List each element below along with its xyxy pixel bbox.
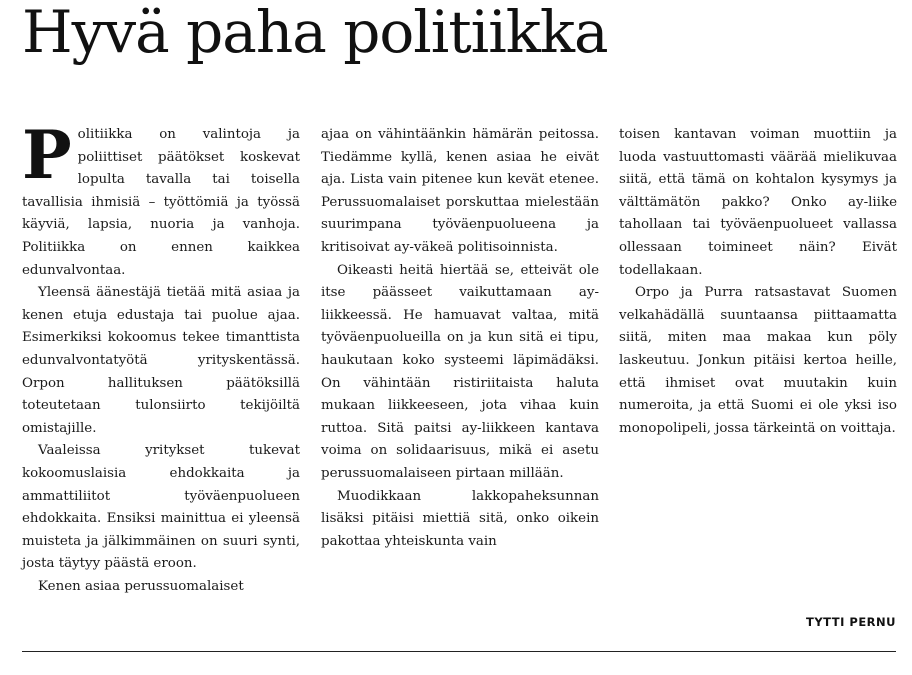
bottom-rule [22,651,896,652]
paragraph-text: olitiikka on valintoja ja poliittiset päätökset koskevat lopulta tavalla tai toisella tavallisia ihmisiä – työttömiä ja työssä käyviä, lapsia, nuoria ja vanhoja. Politiikka on ennen kaikkea edunvalvontaa. [22,127,300,278]
article-paragraph: Oikeasti heitä hiertää se, etteivät ole itse päässeet vaikuttamaan ay-liikkeessä. He hamuavat valtaa, mitä työväenpuolueilla on ja kun sitä ei tipu, haukutaan koko systeemi läpimädäksi. On vähintään ristiriitaista haluta mukaan liikkeeseen, jota vihaa kuin ruttoa. Sitä paitsi ay-liikkeen kantava voima on solidaarisuus, mikä ei asetu perussuomalaiseen pirtaan millään. [321,262,599,481]
article-column-1 [22,116,300,598]
article-paragraph: Yleensä äänestäjä tietää mitä asiaa ja kenen etuja edustaja tai puolue ajaa. Esimerkiksi kokoomus tekee timanttista edunvalvontatyötä yrityskentässä. Orpon hallituksen päätöksillä toteutetaan tulonsiirto tekijöiltä omistajille. [22,285,300,436]
article-paragraph: Muodikkaan lakkopaheksunnan lisäksi pitäisi miettiä sitä, onko oikein pakottaa yhteiskunta vain [321,488,599,549]
drop-cap: P [22,116,72,194]
article-paragraph: Kenen asiaa perussuomalaiset [38,578,244,594]
article-paragraph: Vaaleissa yritykset tukevat kokoomuslaisia ehdokkaita ja ammattiliitot työväenpuolueen ehdokkaita. Ensiksi mainittua ei yleensä muisteta ja jälkimmäinen on suuri synti, josta täytyy päästä eroon. [22,443,300,572]
article-paragraph: ajaa on vähintäänkin hämärän peitossa. Tiedämme kyllä, kenen asiaa he eivät aja. Lista vain pitenee kun kevät etenee. Perussuomalaiset porskuttaa mielestään suurimpana työväenpuolueena ja kritisoivat ay-väkeä politisoinnista. [321,127,599,255]
article-headline: Hyvä paha politiikka [22,0,608,66]
article-paragraph: Orpo ja Purra ratsastavat Suomen velkahädällä suuntaansa piittaamatta siitä, miten maa makaa kun pöly laskeutuu. Jonkun pitäisi kertoa heille, että ihmiset ovat muutakin kuin numeroita, ja että Suomi ei ole yksi iso monopolipeli, jossa tärkeintä on voittaja. [619,285,897,436]
article-paragraph [22,116,300,282]
article-paragraph: toisen kantavan voiman muottiin ja luoda vastuuttomasti väärää mielikuvaa siitä, että tämä on kohtalon kysymys ja välttämätön pakko? Onko ay-liike tahollaan tai työväenpuolueet vallassa ollessaan toimineet näin? Eivät todellakaan. [619,127,897,278]
article-column-3 [619,124,897,440]
article-column-2 [321,124,599,553]
author-byline: TYTTI PERNU [805,615,896,629]
